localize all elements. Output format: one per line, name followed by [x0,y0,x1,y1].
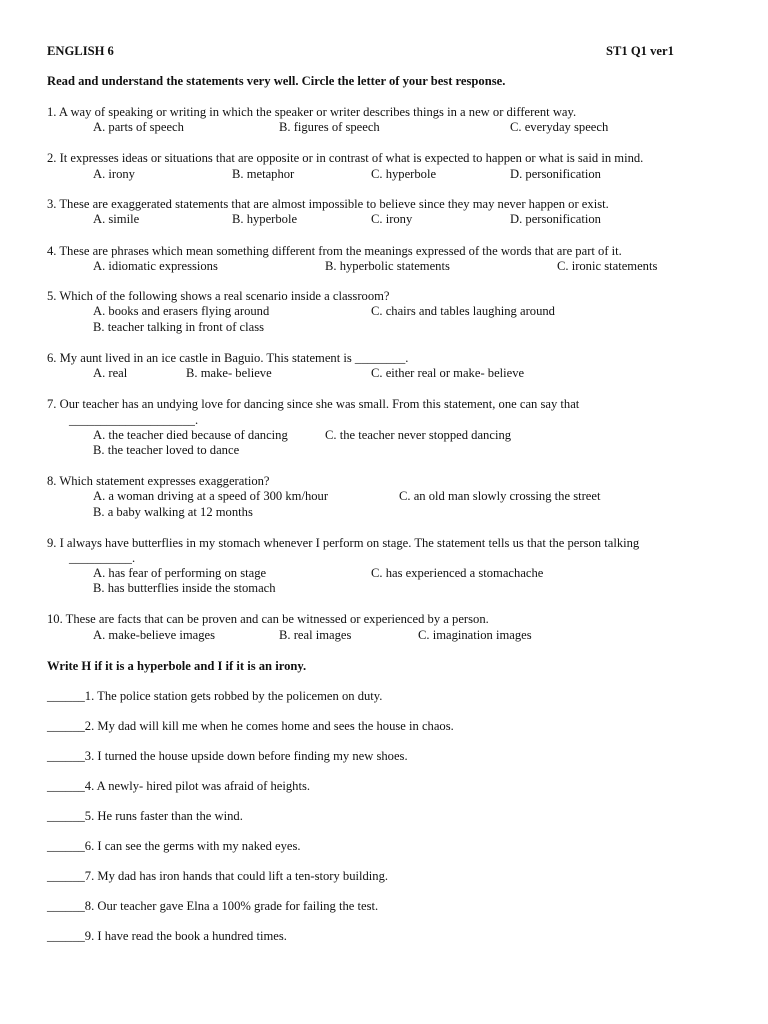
q5-option-a: A. books and erasers flying around [93,304,270,318]
question-5: 5. Which of the following shows a real scenario inside a classroom? [47,289,390,303]
q1-option-a: A. parts of speech [93,120,184,134]
hyperbole-irony-item-4: ______4. A newly- hired pilot was afraid of heights. [47,779,311,793]
hyperbole-irony-item-3: ______3. I turned the house upside down before finding my new shoes. [47,749,408,763]
hyperbole-irony-item-1: ______1. The police station gets robbed by the policemen on duty. [47,689,383,703]
q9-option-a: A. has fear of performing on stage [93,566,267,580]
q8-option-c: C. an old man slowly crossing the street [399,489,601,503]
q9-option-c: C. has experienced a stomachache [371,566,544,580]
subject-title: ENGLISH 6 [47,44,114,58]
q10-option-b: B. real images [279,628,352,642]
part2-instructions: Write H if it is a hyperbole and I if it is an irony. [47,659,307,673]
q5-option-b: B. teacher talking in front of class [93,320,265,334]
hyperbole-irony-item-8: ______8. Our teacher gave Elna a 100% grade for failing the test. [47,899,379,913]
q2-option-c: C. hyperbole [371,167,437,181]
q3-option-c: C. irony [371,212,413,226]
question-9: 9. I always have butterflies in my stomach whenever I perform on stage. The statement tells us that the person talking [47,536,640,550]
hyperbole-irony-item-9: ______9. I have read the book a hundred times. [47,929,287,943]
q4-option-c: C. ironic statements [557,259,658,273]
question-6: 6. My aunt lived in an ice castle in Baguio. This statement is ________. [47,351,409,365]
question-2: 2. It expresses ideas or situations that are opposite or in contrast of what is expected to happen or what is said in mind. [47,151,644,165]
hyperbole-irony-item-2: ______2. My dad will kill me when he comes home and sees the house in chaos. [47,719,454,733]
question-8: 8. Which statement expresses exaggeration? [47,474,270,488]
q6-option-c: C. either real or make- believe [371,366,525,380]
hyperbole-irony-item-5: ______5. He runs faster than the wind. [47,809,243,823]
question-3: 3. These are exaggerated statements that are almost impossible to believe since they may never happen or exist. [47,197,609,211]
q7-option-c: C. the teacher never stopped dancing [325,428,512,442]
q9-option-b: B. has butterflies inside the stomach [93,581,276,595]
q4-option-b: B. hyperbolic statements [325,259,450,273]
q3-option-a: A. simile [93,212,140,226]
question-7: 7. Our teacher has an undying love for dancing since she was small. From this statement, one can say that [47,397,580,411]
q3-option-d: D. personification [510,212,601,226]
q8-option-b: B. a baby walking at 12 months [93,505,253,519]
test-code: ST1 Q1 ver1 [606,44,674,58]
q2-option-b: B. metaphor [232,167,295,181]
q3-option-b: B. hyperbole [232,212,298,226]
q7-option-a: A. the teacher died because of dancing [93,428,288,442]
q10-option-a: A. make-believe images [93,628,216,642]
question-10: 10. These are facts that can be proven and can be witnessed or experienced by a person. [47,612,489,626]
hyperbole-irony-item-7: ______7. My dad has iron hands that could lift a ten-story building. [47,869,389,883]
q9-blank: __________. [69,551,136,565]
part1-instructions: Read and understand the statements very well. Circle the letter of your best response. [47,74,506,88]
q1-option-b: B. figures of speech [279,120,380,134]
q7-option-b: B. the teacher loved to dance [93,443,240,457]
q8-option-a: A. a woman driving at a speed of 300 km/hour [93,489,329,503]
q2-option-d: D. personification [510,167,601,181]
q6-option-a: A. real [93,366,128,380]
q4-option-a: A. idiomatic expressions [93,259,218,273]
q7-blank: ____________________. [69,413,199,427]
q5-option-c: C. chairs and tables laughing around [371,304,555,318]
q2-option-a: A. irony [93,167,135,181]
q6-option-b: B. make- believe [186,366,272,380]
question-4: 4. These are phrases which mean something different from the meanings expressed of the words that are part of it. [47,244,622,258]
q1-option-c: C. everyday speech [510,120,609,134]
hyperbole-irony-item-6: ______6. I can see the germs with my naked eyes. [47,839,301,853]
q10-option-c: C. imagination images [418,628,532,642]
question-1: 1. A way of speaking or writing in which the speaker or writer describes things in a new or different way. [47,105,577,119]
